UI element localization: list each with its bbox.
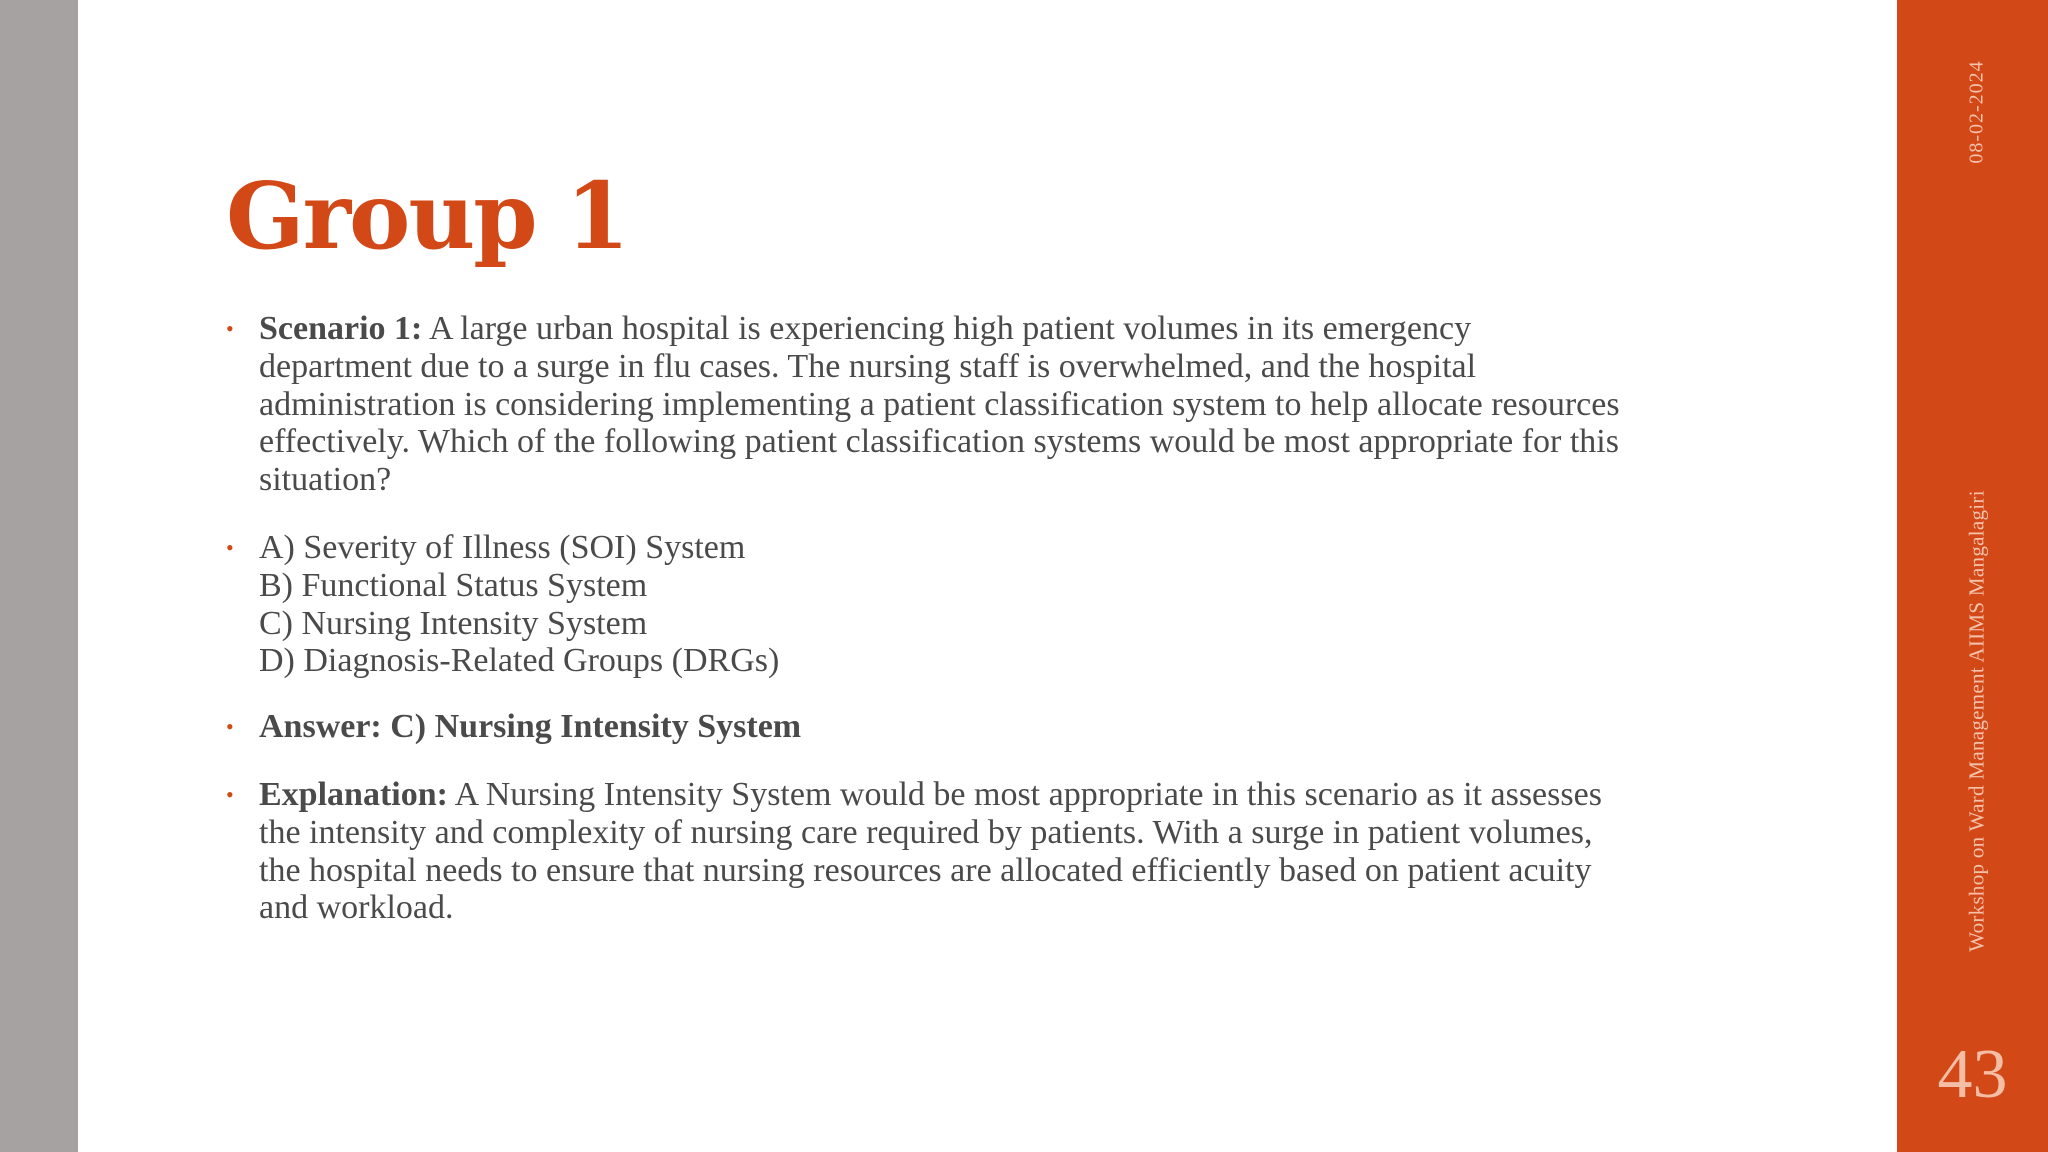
answer-bullet — [226, 708, 1626, 746]
slide-date: 08-02-2024 — [1965, 60, 1988, 164]
explanation-label: Explanation: — [259, 775, 448, 813]
page-number: 43 — [1937, 1036, 2008, 1113]
bullet-icon: • — [226, 714, 234, 740]
answer-text: Answer: C) Nursing Intensity System — [259, 708, 802, 746]
slide-footer: Workshop on Ward Management AIIMS Mangalagiri — [1964, 490, 1989, 952]
slide-title: Group 1 — [226, 162, 628, 270]
option-d: D) Diagnosis-Related Groups (DRGs) — [259, 642, 780, 680]
option-a: A) Severity of Illness (SOI) System — [259, 528, 746, 566]
scenario-text: A large urban hospital is experiencing high patient volumes in its emergency department due to a surge in flu cases. The nursing staff is overwhelmed, and the hospital administration is considering implementing a patient classification system to help allocate resources effectively. Which of the following patient classification systems would be most appropriate for this situation? — [259, 310, 1620, 499]
left-sidebar — [0, 0, 78, 1152]
bullet-icon: • — [226, 534, 234, 560]
scenario-bullet — [226, 310, 1626, 499]
scenario-label: Scenario 1: — [259, 310, 423, 347]
bullet-icon: • — [226, 781, 234, 807]
explanation-bullet — [226, 776, 1626, 927]
option-b: B) Functional Status System — [259, 566, 648, 604]
bullet-icon: • — [226, 316, 234, 341]
explanation-text: A Nursing Intensity System would be most appropriate in this scenario as it assesses the intensity and complexity of nursing care required by patients. With a surge in patient volumes, the hospital needs to ensure that nursing resources are allocated efficiently based on patient acuity and workload. — [259, 775, 1602, 927]
bullet-list — [226, 310, 1626, 927]
options-bullet — [226, 529, 1626, 680]
option-c: C) Nursing Intensity System — [259, 604, 648, 642]
